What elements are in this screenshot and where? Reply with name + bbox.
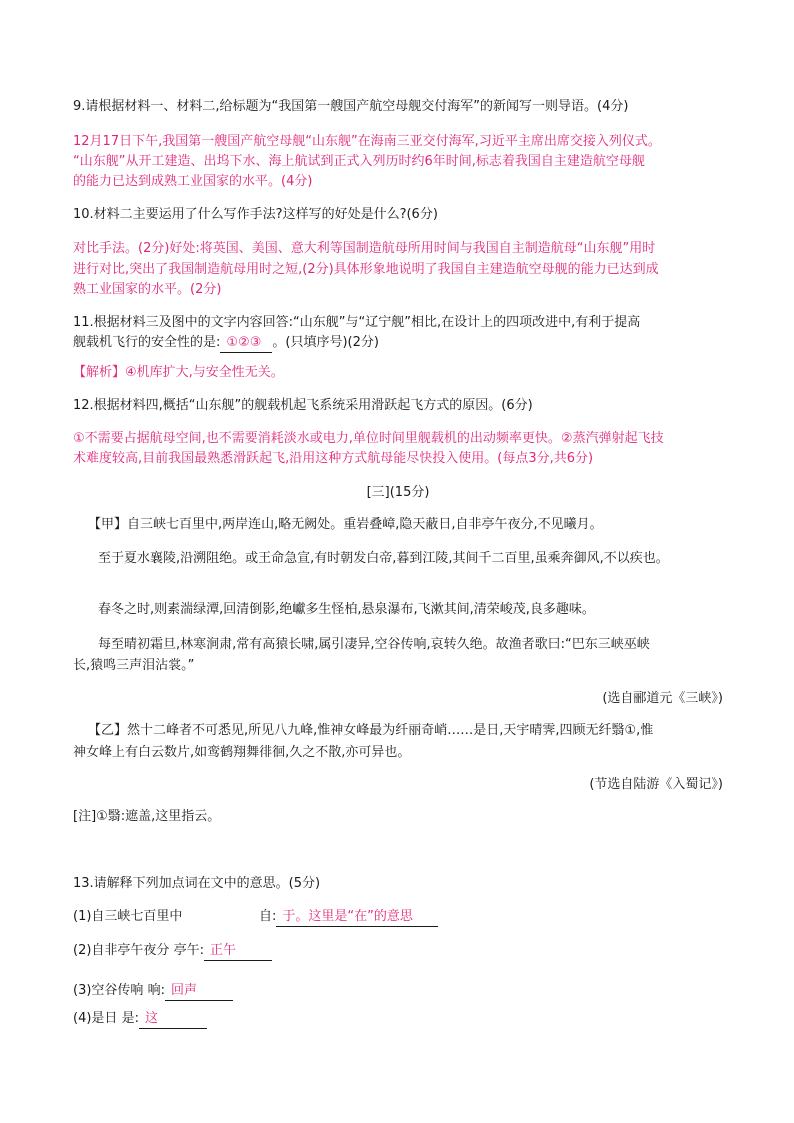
- q13-item-2-answer: 正午: [204, 942, 272, 961]
- answer-12-line-1: ①不需要占据航母空间,也不需要消耗淡水或电力,单位时间里舰载机的出动频率更快。②蒸汽弹射起飞技: [73, 431, 664, 446]
- analysis-11: [73, 362, 723, 384]
- passage-note: [注]①翳:遮盖,这里指云。: [73, 809, 221, 824]
- question-12: 12.根据材料四,概括“山东舰”的舰载机起飞系统采用滑跃起飞方式的原因。(6分): [73, 398, 533, 413]
- q13-item-1-text: (1)自三峡七百里中: [73, 909, 183, 924]
- q13-item-1: [73, 906, 723, 928]
- analysis-tag: 【解析】: [73, 365, 126, 380]
- question-13: 13.请解释下列加点词在文中的意思。(5分): [73, 876, 321, 891]
- section-3-heading: [三](15分): [366, 485, 430, 500]
- answer-9-line-2: “山东舰”从开工建造、出坞下水、海上航试到正式入列历时约6年时间,标志着我国自主建造航空母舰: [73, 154, 645, 169]
- question-11-prefix: 舰载机飞行的安全性的是:: [73, 335, 221, 350]
- q13-item-4-text: (4)是日: [73, 1011, 118, 1026]
- passage-yi-source: (节选自陆游《入蜀记》): [589, 777, 723, 792]
- q13-item-2: [73, 940, 723, 962]
- q13-item-1-word: 自:: [259, 909, 277, 924]
- analysis-text: ④机库扩大,与安全性无关。: [125, 365, 284, 380]
- question-11-line-2: [73, 332, 723, 354]
- answer-10-line-3: 熟工业国家的水平。(2分): [73, 282, 222, 297]
- passage-jia-p3: 春冬之时,则素湍绿潭,回清倒影,绝巘多生怪柏,悬泉瀑布,飞漱其间,清荣峻茂,良多趣味。: [98, 602, 595, 617]
- q13-item-3-word: 响:: [147, 983, 165, 998]
- answer-10-line-2: 进行对比,突出了我国制造航母用时之短,(2分)具体形象地说明了我国自主建造航空母舰的能力已达到成: [73, 262, 659, 277]
- q13-item-4-word: 是:: [121, 1011, 139, 1026]
- answer-12-line-2: 术难度较高,目前我国最熟悉滑跃起飞,沿用这种方式航母能尽快投入使用。(每点3分,共6分): [73, 451, 594, 466]
- question-10: 10.材料二主要运用了什么写作手法?这样写的好处是什么?(6分): [73, 207, 438, 222]
- question-9: 9.请根据材料一、材料二,给标题为“我国第一艘国产航空母舰交付海军”的新闻写一则导语。(4分): [73, 99, 629, 114]
- passage-yi-line-1: 【乙】然十二峰者不可悉见,所见八九峰,惟神女峰最为纤丽奇峭……是日,天宇晴霁,四顾无纤翳①,惟: [88, 723, 654, 738]
- q13-item-1-answer: 于。这里是“在”的意思: [276, 908, 438, 927]
- q13-item-3: [73, 980, 723, 1002]
- q13-item-4-answer: 这: [139, 1010, 207, 1029]
- passage-jia-source: (选自郦道元《三峡》): [602, 691, 723, 706]
- passage-jia-p4-line-1: 每至晴初霜旦,林寒涧肃,常有高猿长啸,属引凄异,空谷传响,哀转久绝。故渔者歌曰:“巴东三峡巫峡: [98, 637, 650, 652]
- question-11-line-1: 11.根据材料三及图中的文字内容回答:“山东舰”与“辽宁舰”相比,在设计上的四项改进中,有利于提高: [73, 315, 641, 330]
- q13-item-3-text: (3)空谷传响: [73, 983, 144, 998]
- q13-item-4: [73, 1008, 723, 1030]
- passage-jia-p2: 至于夏水襄陵,沿溯阻绝。或王命急宣,有时朝发白帝,暮到江陵,其间千二百里,虽乘奔御风,不以疾也。: [98, 551, 669, 566]
- answer-9-line-3: 的能力已达到成熟工业国家的水平。(4分): [73, 174, 313, 189]
- passage-jia-p1: 【甲】自三峡七百里中,两岸连山,略无阙处。重岩叠嶂,隐天蔽日,自非亭午夜分,不见曦月。: [88, 517, 603, 532]
- answer-9-line-1: 12月17日下午,我国第一艘国产航空母舰“山东舰”在海南三亚交付海军,习近平主席出席交接入列仪式。: [73, 134, 661, 149]
- passage-yi-line-2: 神女峰上有白云数片,如鸾鹤翔舞徘徊,久之不散,亦可异也。: [73, 745, 411, 760]
- q13-item-2-text: (2)自非亭午夜分: [73, 943, 170, 958]
- q13-item-3-answer: 回声: [165, 982, 233, 1001]
- question-11-suffix: 。(只填序号)(2分): [272, 335, 379, 350]
- q13-item-2-word: 亭午:: [173, 943, 204, 958]
- answer-10-line-1: 对比手法。(2分)好处:将英国、美国、意大利等国制造航母所用时间与我国自主制造航母“山东舰”用时: [73, 241, 656, 256]
- answer-11-blank: ①②③: [220, 334, 272, 353]
- passage-jia-p4-line-2: 长,猿鸣三声泪沾裳。”: [73, 658, 195, 673]
